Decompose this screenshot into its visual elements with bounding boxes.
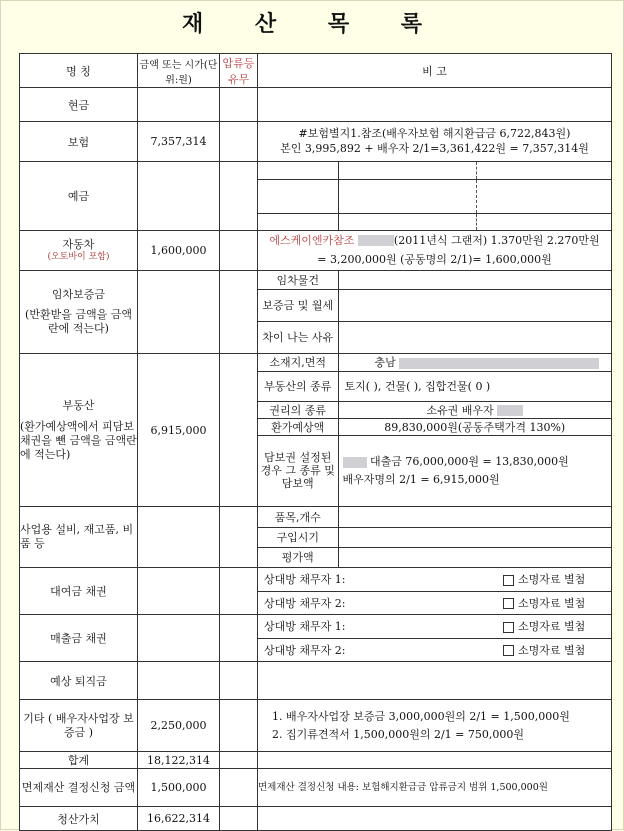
realestate-value-3: 소유권 배우자 <box>426 403 494 417</box>
business-label-3: 평가액 <box>281 551 314 565</box>
realestate-value-5a: 대출금 76,000,000원 = 13,830,000원 <box>366 455 569 469</box>
realestate-label-1: 소재지,면적 <box>258 354 338 371</box>
realestate-value-5b: 배우자명의 2/1 = 6,915,000원 <box>342 472 500 486</box>
checkbox[interactable] <box>503 645 514 656</box>
row-name-liquidation: 청산가치 <box>20 807 138 831</box>
header-remarks: 비 고 <box>258 54 612 88</box>
amount-etc: 2,250,000 <box>138 700 220 752</box>
insurance-remark-2: 본인 3,995,892 + 배우자 2/1=3,361,422원 = 7,357,314원 <box>280 141 589 155</box>
car-remark-1a: 에스케이엔카참조 <box>269 233 358 247</box>
etc-remark-1: 1. 배우자사업장 보증금 3,000,000원의 2/1 = 1,500,000원 <box>272 709 570 723</box>
table-row <box>20 615 612 662</box>
checkbox[interactable] <box>503 575 514 586</box>
car-remark-1b: (2011년식 그랜저) 1.370만원 2.270만원 <box>393 233 600 247</box>
realestate-label-5: 담보권 설정된 경우 그 종류 및 담보액 <box>260 450 335 491</box>
realestate-label-4: 환가예상액 <box>258 418 338 435</box>
row-sub-realestate: (환가예상액에서 피담보채권을 뺀 금액을 금액란에 적는다) <box>20 420 137 461</box>
row-name-lease: 임차보증금 <box>51 288 106 302</box>
loan-debtor-1: 상대방 채무자 1: <box>258 568 503 591</box>
realestate-label-2: 부동산의 종류 <box>258 371 338 401</box>
table-row <box>20 807 612 831</box>
table-row <box>20 231 612 271</box>
amount-total: 18,122,314 <box>138 752 220 769</box>
row-name-cash: 현금 <box>20 88 138 122</box>
row-name-deposit: 예금 <box>20 162 138 231</box>
insurance-remark-1: #보험별지1.참조(배우자보험 해지환급금 6,722,843원) <box>298 127 571 141</box>
row-name-sales: 매출금 채권 <box>20 615 138 662</box>
amount-liquidation: 16,622,314 <box>138 807 220 831</box>
row-name-total: 합계 <box>20 752 138 769</box>
row-sub-lease: (반환받을 금액을 금액란에 적는다) <box>25 308 132 335</box>
table-row <box>20 662 612 700</box>
sales-debtor-1: 상대방 채무자 1: <box>258 615 503 638</box>
page-title: 재 산 목 록 <box>182 11 444 37</box>
business-label-1: 품목,개수 <box>258 507 338 527</box>
lease-label-2: 보증금 및 월세 <box>258 289 338 321</box>
table-row <box>20 752 612 769</box>
table-row <box>20 769 612 807</box>
etc-remark-2: 2. 집기류견적서 1,500,000원의 2/1 = 750,000원 <box>272 727 525 741</box>
redacted-text <box>343 457 367 468</box>
amount-exempt: 1,500,000 <box>138 769 220 807</box>
row-name-loan: 대여금 채권 <box>20 568 138 615</box>
lease-label-3: 차이 나는 사유 <box>262 331 334 345</box>
realestate-value-4: 89,830,000원(공동주택가격 130%) <box>338 418 611 435</box>
lease-label-1: 임차물건 <box>258 271 338 289</box>
exempt-remark: 면제재산 결정신청 내용: 보험해지환급금 압류금지 범위 1,500,000원 <box>258 769 612 807</box>
car-remark-2: = 3,200,000원 (공동명의 2/1)= 1,600,000원 <box>317 252 552 266</box>
table-row <box>20 271 612 354</box>
amount-car: 1,600,000 <box>138 231 220 271</box>
table-row <box>20 88 612 122</box>
row-name-retire: 예상 퇴직금 <box>20 662 138 700</box>
sales-debtor-2: 상대방 채무자 2: <box>264 643 346 657</box>
amount-realestate: 6,915,000 <box>138 354 220 507</box>
header-name: 명 칭 <box>20 54 138 88</box>
redacted-text <box>399 358 599 369</box>
table-row <box>20 568 612 615</box>
redacted-text <box>358 235 394 246</box>
row-name-exempt: 면제재산 결정신청 금액 <box>20 769 138 807</box>
header-amount: 금액 또는 시가(단위:원) <box>138 54 220 88</box>
asset-table <box>19 53 612 831</box>
loan-proof-1: 소명자료 별첨 <box>518 573 586 587</box>
table-row <box>20 507 612 568</box>
row-sub-car: (오토바이 포함) <box>47 251 110 262</box>
realestate-label-3: 권리의 종류 <box>258 401 338 418</box>
loan-proof-2: 소명자료 별첨 <box>518 596 586 610</box>
table-header <box>20 54 612 88</box>
table-row <box>20 354 612 507</box>
table-row <box>20 700 612 752</box>
row-name-etc: 기타 ( 배우자사업장 보증금 ) <box>20 700 138 752</box>
realestate-value-1: 충남 <box>374 356 396 370</box>
row-name-realestate: 부동산 <box>62 398 95 412</box>
business-label-2: 구입시기 <box>258 527 338 547</box>
redacted-text <box>497 405 523 416</box>
sales-proof-1: 소명자료 별첨 <box>518 620 586 634</box>
realestate-value-2: 토지( ), 건물( ), 집합건물( 0 ) <box>338 371 611 401</box>
row-name-car: 자동차 <box>62 237 95 251</box>
checkbox[interactable] <box>503 598 514 609</box>
loan-debtor-2: 상대방 채무자 2: <box>264 596 346 610</box>
row-name-insurance: 보험 <box>20 122 138 162</box>
deposit-detail-grid <box>258 162 612 231</box>
amount-insurance: 7,357,314 <box>138 122 220 162</box>
checkbox[interactable] <box>503 622 514 633</box>
header-seizure: 압류등 유무 <box>220 54 258 88</box>
table-row <box>20 122 612 162</box>
row-name-business: 사업용 설비, 재고품, 비품 등 <box>20 507 138 568</box>
table-row <box>20 162 612 231</box>
sales-proof-2: 소명자료 별첨 <box>518 643 586 657</box>
